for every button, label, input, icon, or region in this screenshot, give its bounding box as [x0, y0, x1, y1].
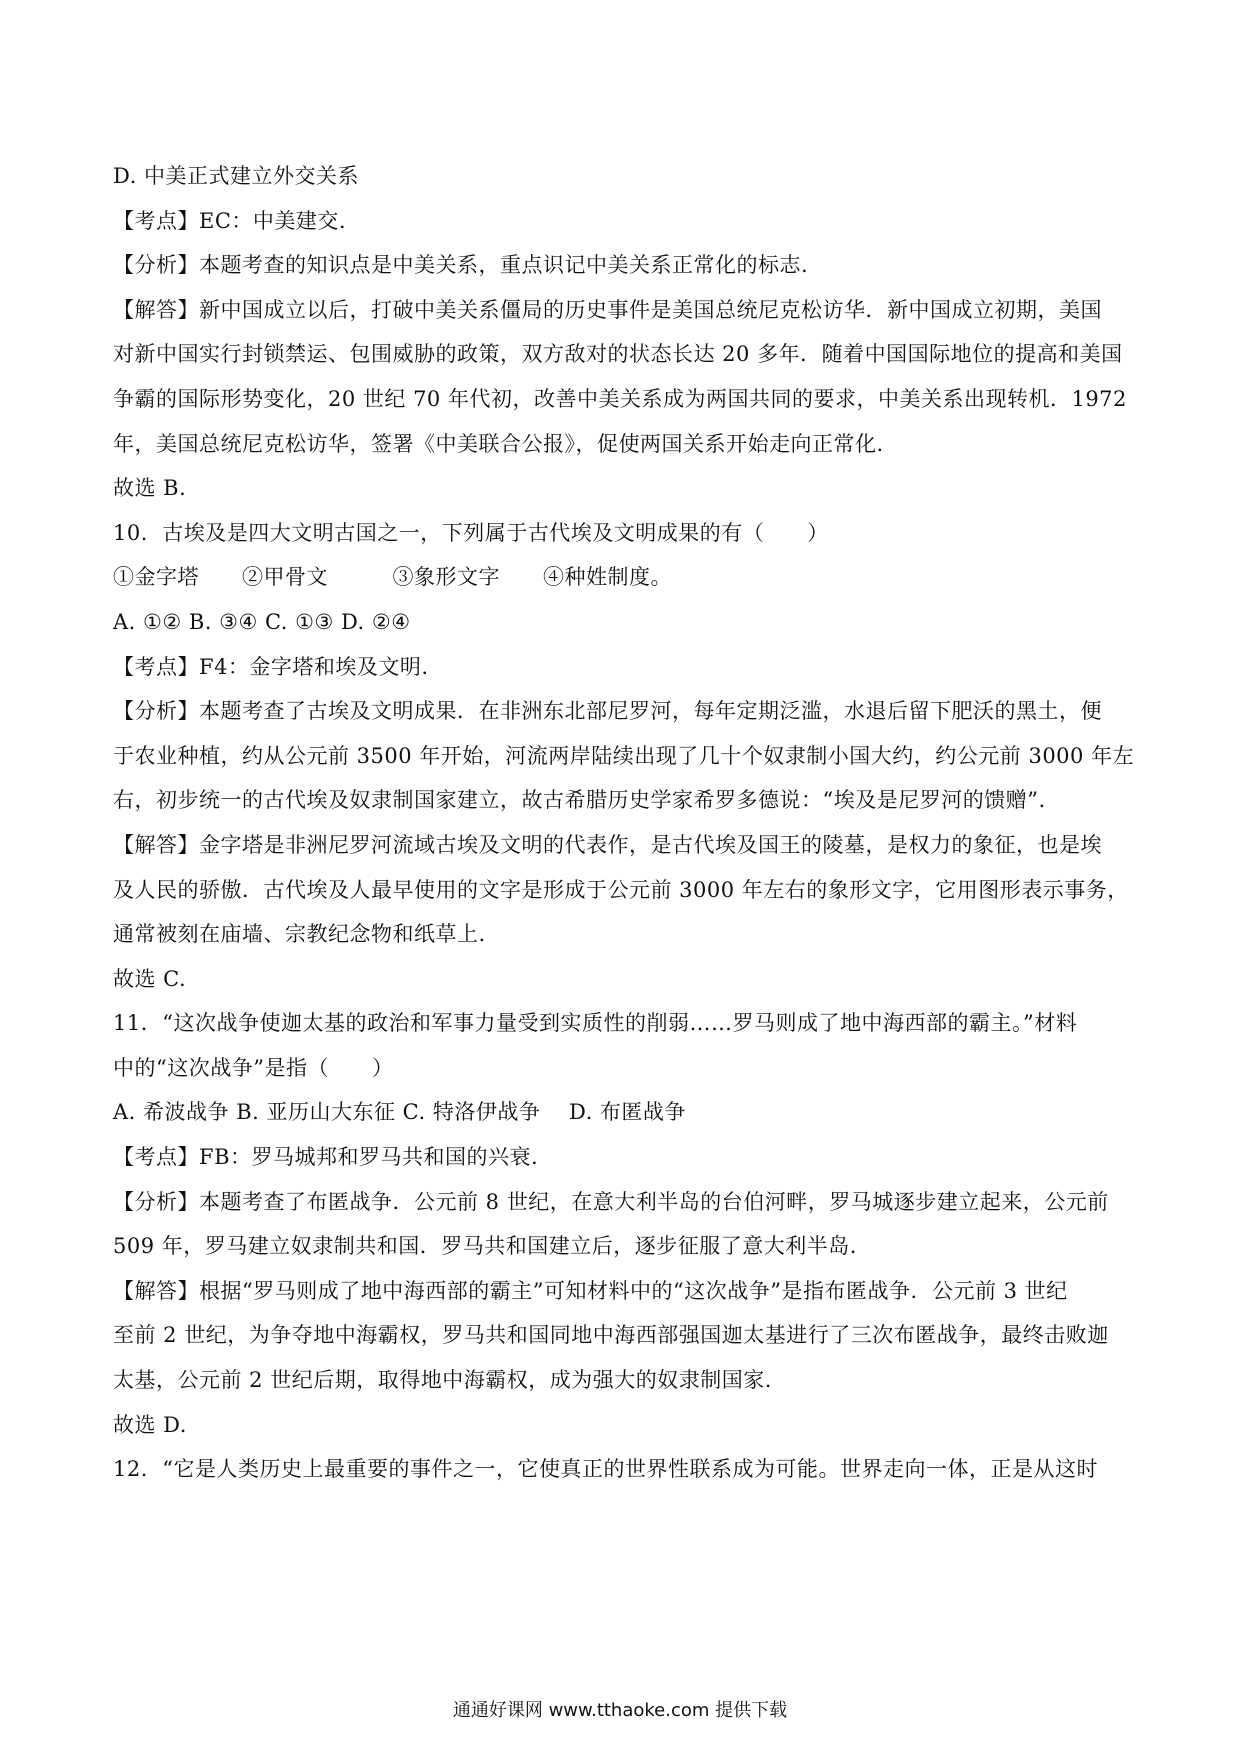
text-line: 于农业种植，约从公元前 3500 年开始，河流两岸陆续出现了几十个奴隶制小国大约，约公元前 3000 年左: [113, 743, 1135, 768]
kaodian-line: 【考点】EC：中美建交.: [113, 208, 347, 233]
document-body: [113, 154, 1139, 1492]
question-12-stem: 12．“它是人类历史上最重要的事件之一，它使真正的世界性联系成为可能。世界走向一体，正是从这时: [113, 1457, 1098, 1482]
text-line: 中的“这次战争”是指（ ）: [113, 1055, 394, 1080]
answer-line: 故选 B.: [113, 476, 187, 501]
text-line: 至前 2 世纪，为争夺地中海霸权，罗马共和国同地中海西部强国迦太基进行了三次布匿战争，最终击败迦: [113, 1323, 1109, 1348]
text-line: 年，美国总统尼克松访华，签署《中美联合公报》，促使两国关系开始走向正常化.: [113, 431, 884, 456]
question-10-items: ①金字塔 ②甲骨文 ③象形文字 ④种姓制度。: [113, 565, 672, 590]
text-line: 争霸的国际形势变化，20 世纪 70 年代初，改善中美关系成为两国共同的要求，中美关系出现转机．1972: [113, 386, 1127, 411]
option-d-line: D. 中美正式建立外交关系: [113, 164, 359, 188]
question-10-options: A. ①② B. ③④ C. ①③ D. ②④: [113, 609, 411, 634]
answer-line: 故选 C.: [113, 966, 187, 991]
jieda-line: 【解答】金字塔是非洲尼罗河流域古埃及文明的代表作，是古代埃及国王的陵墓，是权力的象征，也是埃: [113, 832, 1102, 857]
text-line: 太基，公元前 2 世纪后期，取得地中海霸权，成为强大的奴隶制国家.: [113, 1368, 772, 1393]
question-10-stem: 10．古埃及是四大文明古国之一，下列属于古代埃及文明成果的有（ ）: [113, 520, 829, 545]
text-line: 通常被刻在庙墙、宗教纪念物和纸草上.: [113, 922, 486, 947]
fenxi-line: 【分析】本题考查了古埃及文明成果．在非洲东北部尼罗河，每年定期泛滥，水退后留下肥沃的黑土，便: [113, 699, 1102, 724]
fenxi-line: 【分析】本题考查了布匿战争．公元前 8 世纪，在意大利半岛的台伯河畔，罗马城逐步建立起来，公元前: [113, 1189, 1109, 1214]
text-line: 对新中国实行封锁禁运、包围威胁的政策，双方敌对的状态长达 20 多年．随着中国国际地位的提高和美国: [113, 342, 1123, 367]
text-line: 及人民的骄傲．古代埃及人最早使用的文字是形成于公元前 3000 年左右的象形文字，它用图形表示事务，: [113, 877, 1129, 902]
text-line: 509 年，罗马建立奴隶制共和国．罗马共和国建立后，逐步征服了意大利半岛.: [113, 1234, 857, 1259]
jieda-line: 【解答】根据“罗马则成了地中海西部的霸主”可知材料中的“这次战争”是指布匿战争．公元前 3 世纪: [113, 1278, 1068, 1303]
text-line: 右，初步统一的古代埃及奴隶制国家建立，故古希腊历史学家希罗多德说：“埃及是尼罗河的馈赠”.: [113, 788, 1046, 813]
answer-line: 故选 D.: [113, 1412, 187, 1437]
fenxi-line: 【分析】本题考查的知识点是中美关系，重点识记中美关系正常化的标志.: [113, 253, 809, 278]
kaodian-line: 【考点】FB：罗马城邦和罗马共和国的兴衰.: [113, 1145, 539, 1170]
jieda-line: 【解答】新中国成立以后，打破中美关系僵局的历史事件是美国总统尼克松访华．新中国成立初期，美国: [113, 297, 1102, 322]
question-11-stem: 11．“这次战争使迦太基的政治和军事力量受到实质性的削弱……罗马则成了地中海西部的霸主。”材料: [113, 1011, 1078, 1036]
page-footer: 通通好课网 www.tthaoke.com 提供下载: [452, 1700, 788, 1721]
kaodian-line: 【考点】F4：金字塔和埃及文明.: [113, 654, 429, 679]
question-11-options: A. 希波战争 B. 亚历山大东征 C. 特洛伊战争 D. 布匿战争: [113, 1100, 686, 1125]
